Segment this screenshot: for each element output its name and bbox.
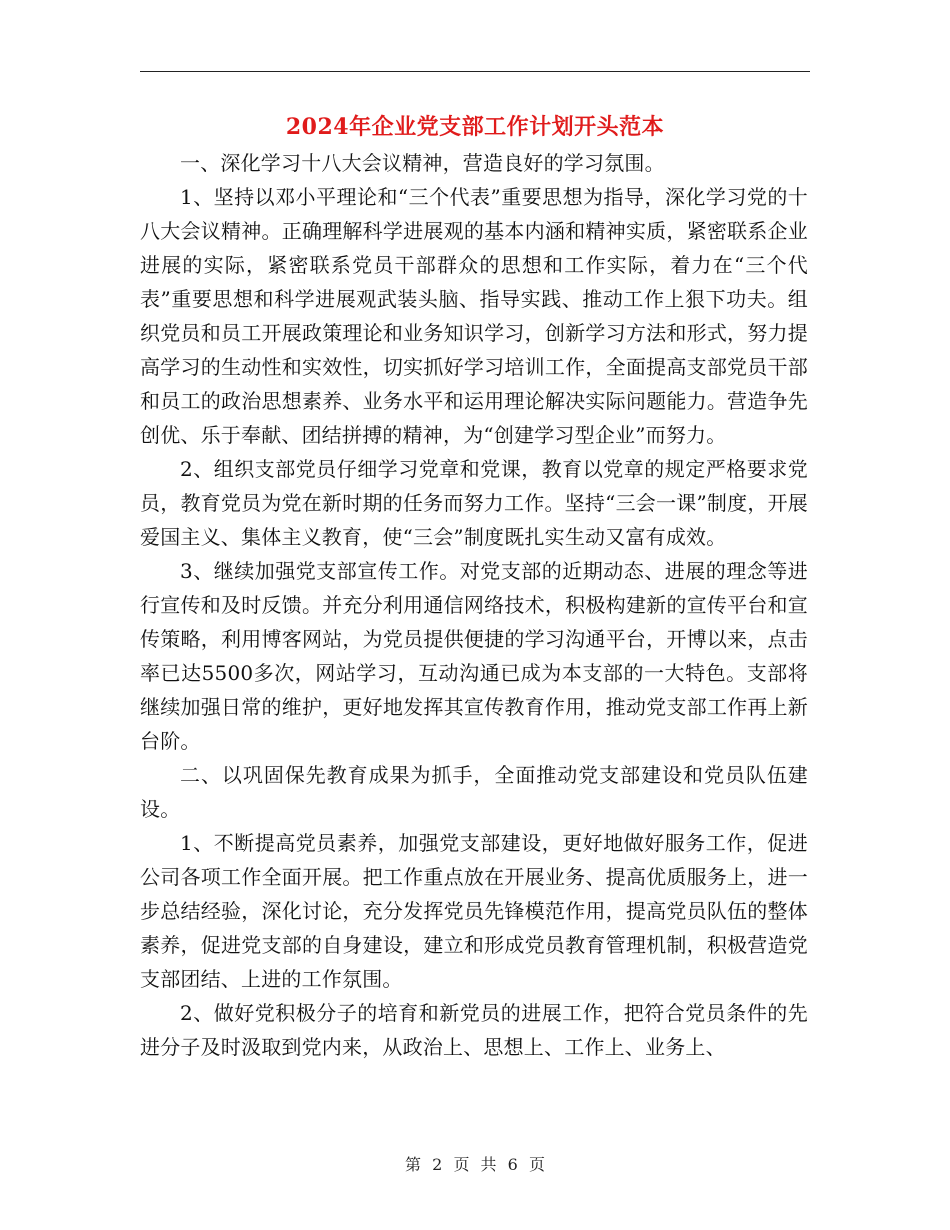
- paragraph-1-3: 3、继续加强党支部宣传工作。对党支部的近期动态、进展的理念等进行宣传和及时反馈。并充分利用通信网络技术，积极构建新的宣传平台和宣传策略，利用博客网站，为党员提供便捷的学习沟通平台，开博以来，点击率已达5500多次，网站学习，互动沟通已成为本支部的一大特色。支部将继续加强日常的维护，更好地发挥其宣传教育作用，推动党支部工作再上新台阶。: [140, 559, 808, 753]
- document-body: [140, 146, 808, 1064]
- page-prefix: 第: [405, 1155, 422, 1174]
- total-unit: 页: [528, 1155, 545, 1174]
- page-footer: [0, 1154, 950, 1176]
- heading-section-2: 二、以巩固保先教育成果为抓手，全面推动党支部建设和党员队伍建设。: [140, 763, 808, 821]
- page-unit: 页: [453, 1155, 470, 1174]
- paragraph-2-1: 1、不断提高党员素养，加强党支部建设，更好地做好服务工作，促进公司各项工作全面开展。把工作重点放在开展业务、提高优质服务上，进一步总结经验，深化讨论，充分发挥党员先锋模范作用，提高党员队伍的整体素养，促进党支部的自身建设，建立和形成党员教育管理机制，积极营造党支部团结、上进的工作氛围。: [140, 831, 808, 991]
- header-rule: [140, 71, 810, 72]
- paragraph-1-2: 2、组织支部党员仔细学习党章和党课，教育以党章的规定严格要求党员，教育党员为党在新时期的任务而努力工作。坚持“三会一课”制度，开展爱国主义、集体主义教育，使“三会”制度既扎实生动又富有成效。: [140, 457, 808, 549]
- page-total: 6: [507, 1155, 518, 1174]
- page-number: 2: [432, 1155, 443, 1174]
- paragraph-2-2: 2、做好党积极分子的培育和新党员的进展工作，把符合党员条件的先进分子及时汲取到党内来，从政治上、思想上、工作上、业务上、: [140, 1001, 808, 1059]
- heading-section-1: 一、深化学习十八大会议精神，营造良好的学习氛围。: [180, 151, 665, 175]
- document-title: 2024年企业党支部工作计划开头范本: [285, 114, 665, 140]
- total-prefix: 共: [480, 1155, 497, 1174]
- paragraph-1-1: 1、坚持以邓小平理论和“三个代表”重要思想为指导，深化学习党的十八大会议精神。正确理解科学进展观的基本内涵和精神实质，紧密联系企业进展的实际，紧密联系党员干部群众的思想和工作实际，着力在“三个代表”重要思想和科学进展观武装头脑、指导实践、推动工作上狠下功夫。组织党员和员工开展政策理论和业务知识学习，创新学习方法和形式，努力提高学习的生动性和实效性，切实抓好学习培训工作，全面提高支部党员干部和员工的政治思想素养、业务水平和运用理论解决实际问题能力。营造争先创优、乐于奉献、团结拼搏的精神，为“创建学习型企业”而努力。: [140, 185, 808, 447]
